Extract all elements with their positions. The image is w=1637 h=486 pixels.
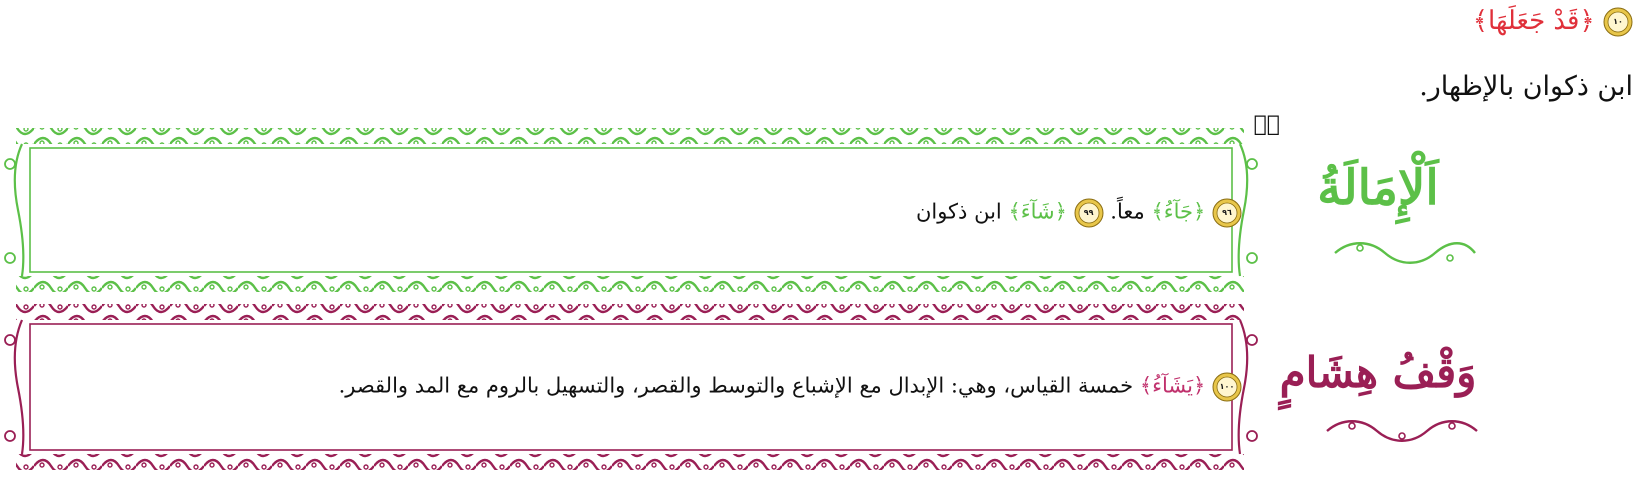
verse-number-medallion [1212, 198, 1242, 228]
top-note: ابن ذكوان بالإظهار. [1419, 71, 1633, 102]
waqf-panel [0, 298, 1262, 478]
verse-number: ١٠٠ [1219, 382, 1235, 391]
imala-text-2: ابن ذكوان [915, 199, 1002, 224]
waqf-line [40, 372, 1242, 402]
verse-number-medallion [1212, 372, 1242, 402]
top-verse-line [1113, 6, 1633, 37]
verse-number: ٩٦ [1222, 208, 1232, 217]
waqf-title: وَقْفُ هِشَامٍ [1279, 348, 1477, 397]
imala-line [40, 198, 1242, 228]
imala-panel [0, 120, 1262, 300]
quote-yashaa: ﴿يَشَآءُ﴾ [1139, 373, 1206, 398]
verse-number: ١٠ [1613, 17, 1623, 26]
stray-mark: ا۬ [1253, 112, 1280, 137]
imala-title-flourish [1330, 238, 1480, 268]
quote-jaa: ﴿جَآءُ﴾ [1151, 199, 1206, 224]
imala-text-1: معاً. [1110, 199, 1145, 224]
verse-number-medallion [1603, 7, 1633, 37]
waqf-title-flourish [1322, 416, 1482, 446]
verse-number: ٩٩ [1083, 208, 1094, 217]
imala-title: اَلْإِمَالَةُ [1317, 160, 1439, 216]
verse-number-medallion [1074, 198, 1104, 228]
waqf-text: خمسة القياس، وهي: الإبدال مع الإشباع والتوسط والقصر، والتسهيل بالروم مع المد والقصر. [338, 373, 1134, 398]
quote-shaa: ﴿شَآءَ﴾ [1008, 199, 1067, 224]
verse-quote: ﴿قَدْ جَعَلَهَا﴾ [1472, 6, 1595, 36]
